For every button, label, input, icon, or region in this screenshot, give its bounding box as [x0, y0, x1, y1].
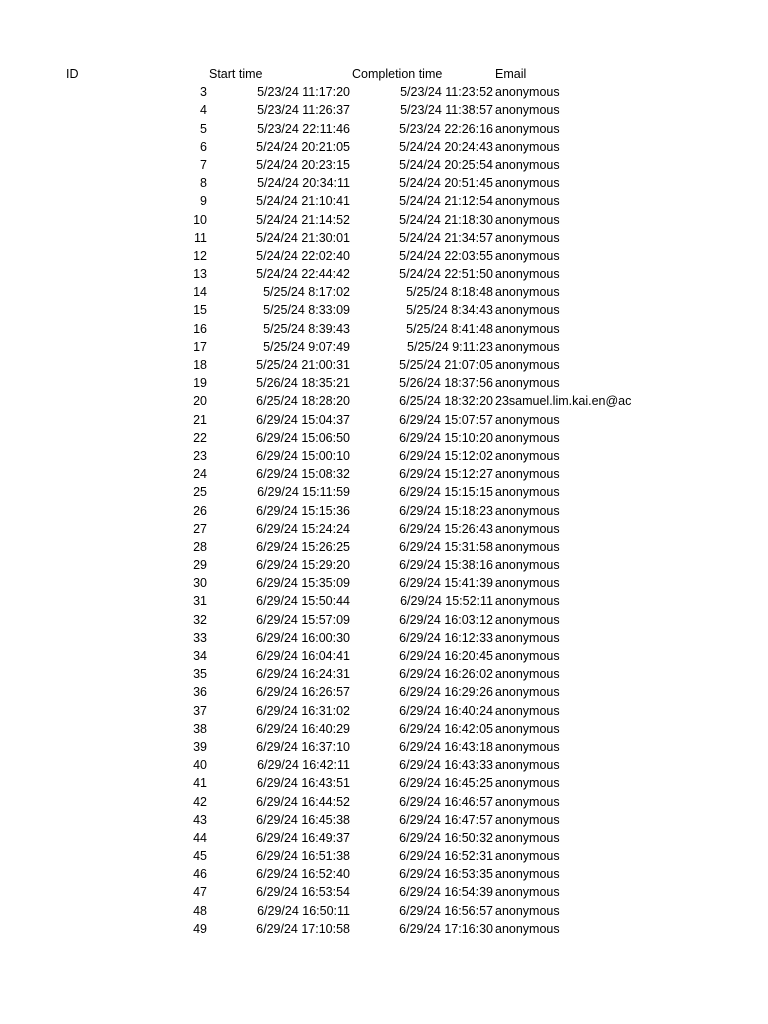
cell-start-time: 6/29/24 16:31:02 — [256, 703, 350, 718]
cell-id: 7 — [200, 157, 207, 172]
cell-completion-time: 6/29/24 16:56:57 — [399, 903, 493, 918]
cell-completion-time: 6/29/24 17:16:30 — [399, 921, 493, 936]
cell-email: anonymous — [495, 903, 560, 918]
cell-completion-time: 6/25/24 18:32:20 — [399, 394, 493, 409]
cell-completion-time: 6/29/24 16:42:05 — [399, 721, 493, 736]
table-row — [0, 665, 768, 683]
cell-start-time: 6/29/24 17:10:58 — [256, 921, 350, 936]
cell-email: anonymous — [495, 685, 560, 700]
table-row — [0, 392, 768, 410]
cell-id: 27 — [193, 521, 207, 536]
cell-email: anonymous — [495, 285, 560, 300]
cell-id: 3 — [200, 85, 207, 100]
cell-start-time: 6/29/24 16:50:11 — [257, 903, 350, 918]
cell-start-time: 5/24/24 21:10:41 — [256, 194, 350, 209]
cell-start-time: 6/29/24 16:49:37 — [256, 830, 350, 845]
table-row — [0, 829, 768, 847]
cell-id: 20 — [193, 394, 207, 409]
cell-id: 17 — [193, 339, 207, 354]
table-row — [0, 483, 768, 501]
cell-email: anonymous — [495, 758, 560, 773]
cell-id: 13 — [193, 267, 207, 282]
cell-id: 26 — [193, 503, 207, 518]
table-row — [0, 756, 768, 774]
cell-start-time: 5/24/24 22:02:40 — [256, 248, 350, 263]
table-row — [0, 229, 768, 247]
cell-email: anonymous — [495, 539, 560, 554]
cell-id: 9 — [200, 194, 207, 209]
cell-id: 16 — [193, 321, 207, 336]
cell-email: anonymous — [495, 376, 560, 391]
cell-completion-time: 5/24/24 20:51:45 — [399, 176, 493, 191]
cell-completion-time: 6/29/24 16:50:32 — [399, 830, 493, 845]
cell-start-time: 5/25/24 8:39:43 — [263, 321, 350, 336]
table-row — [0, 920, 768, 938]
cell-email: anonymous — [495, 121, 560, 136]
cell-id: 4 — [200, 103, 207, 118]
table-row — [0, 902, 768, 920]
table-body — [0, 83, 768, 938]
table-row — [0, 738, 768, 756]
cell-start-time: 6/29/24 15:57:09 — [256, 612, 350, 627]
table-row — [0, 174, 768, 192]
table-row — [0, 429, 768, 447]
cell-completion-time: 5/26/24 18:37:56 — [399, 376, 493, 391]
cell-email: anonymous — [495, 739, 560, 754]
cell-id: 44 — [193, 830, 207, 845]
cell-email: anonymous — [495, 885, 560, 900]
cell-email: anonymous — [495, 412, 560, 427]
table-row — [0, 247, 768, 265]
table-row — [0, 520, 768, 538]
cell-email: anonymous — [495, 267, 560, 282]
cell-completion-time: 5/24/24 22:51:50 — [399, 267, 493, 282]
cell-email: anonymous — [495, 558, 560, 573]
header-email: Email — [495, 67, 527, 81]
cell-completion-time: 5/24/24 21:18:30 — [399, 212, 493, 227]
table-row — [0, 647, 768, 665]
table-row — [0, 374, 768, 392]
cell-start-time: 6/29/24 16:43:51 — [256, 776, 350, 791]
cell-id: 12 — [193, 248, 207, 263]
cell-completion-time: 5/25/24 8:34:43 — [406, 303, 493, 318]
cell-email: anonymous — [495, 430, 560, 445]
cell-id: 15 — [193, 303, 207, 318]
cell-completion-time: 6/29/24 15:26:43 — [399, 521, 493, 536]
cell-start-time: 6/29/24 15:06:50 — [256, 430, 350, 445]
cell-email: anonymous — [495, 176, 560, 191]
header-completion-time: Completion time — [352, 67, 443, 81]
table-row — [0, 120, 768, 138]
table-row — [0, 265, 768, 283]
cell-id: 10 — [193, 212, 207, 227]
cell-start-time: 5/25/24 9:07:49 — [263, 339, 350, 354]
cell-email: anonymous — [495, 776, 560, 791]
cell-completion-time: 6/29/24 15:15:15 — [399, 485, 493, 500]
cell-start-time: 5/25/24 8:33:09 — [263, 303, 350, 318]
table-row — [0, 793, 768, 811]
cell-email: anonymous — [495, 630, 560, 645]
table-row — [0, 156, 768, 174]
cell-completion-time: 5/23/24 11:23:52 — [400, 85, 493, 100]
cell-email: anonymous — [495, 248, 560, 263]
cell-start-time: 6/29/24 15:04:37 — [256, 412, 350, 427]
cell-id: 47 — [193, 885, 207, 900]
cell-completion-time: 6/29/24 16:53:35 — [399, 867, 493, 882]
table-row — [0, 447, 768, 465]
cell-completion-time: 5/23/24 22:26:16 — [399, 121, 493, 136]
cell-id: 39 — [193, 739, 207, 754]
cell-id: 43 — [193, 812, 207, 827]
table-row — [0, 465, 768, 483]
cell-email: anonymous — [495, 721, 560, 736]
cell-email: anonymous — [495, 921, 560, 936]
table-row — [0, 320, 768, 338]
table-row — [0, 847, 768, 865]
cell-id: 14 — [193, 285, 207, 300]
table-row — [0, 138, 768, 156]
table-row — [0, 629, 768, 647]
cell-completion-time: 6/29/24 16:26:02 — [399, 667, 493, 682]
table-row — [0, 883, 768, 901]
cell-email: anonymous — [495, 157, 560, 172]
table-row — [0, 611, 768, 629]
cell-start-time: 6/29/24 15:00:10 — [256, 448, 350, 463]
cell-start-time: 5/25/24 8:17:02 — [263, 285, 350, 300]
cell-id: 41 — [193, 776, 207, 791]
cell-completion-time: 6/29/24 15:07:57 — [399, 412, 493, 427]
cell-start-time: 6/29/24 15:26:25 — [256, 539, 350, 554]
cell-id: 25 — [193, 485, 207, 500]
cell-start-time: 6/29/24 16:51:38 — [256, 849, 350, 864]
cell-email: anonymous — [495, 794, 560, 809]
table-row — [0, 592, 768, 610]
header-start-time: Start time — [209, 67, 263, 81]
cell-email: anonymous — [495, 812, 560, 827]
cell-email: anonymous — [495, 503, 560, 518]
cell-email: anonymous — [495, 485, 560, 500]
cell-completion-time: 5/25/24 9:11:23 — [407, 339, 493, 354]
cell-start-time: 5/24/24 21:30:01 — [256, 230, 350, 245]
cell-completion-time: 6/29/24 16:52:31 — [399, 849, 493, 864]
cell-start-time: 6/25/24 18:28:20 — [256, 394, 350, 409]
cell-id: 49 — [193, 921, 207, 936]
cell-completion-time: 6/29/24 15:52:11 — [400, 594, 493, 609]
table-row — [0, 192, 768, 210]
table-row — [0, 338, 768, 356]
cell-completion-time: 6/29/24 15:18:23 — [399, 503, 493, 518]
cell-completion-time: 6/29/24 16:54:39 — [399, 885, 493, 900]
cell-start-time: 5/24/24 20:21:05 — [256, 139, 350, 154]
cell-email: anonymous — [495, 358, 560, 372]
table-row — [0, 301, 768, 319]
cell-email: anonymous — [495, 194, 560, 209]
cell-email: anonymous — [495, 612, 560, 627]
cell-id: 18 — [193, 358, 207, 372]
cell-id: 31 — [193, 594, 207, 609]
cell-id: 45 — [193, 849, 207, 864]
cell-id: 35 — [193, 667, 207, 682]
cell-completion-time: 6/29/24 16:46:57 — [399, 794, 493, 809]
cell-start-time: 5/24/24 21:14:52 — [256, 212, 350, 227]
cell-email: anonymous — [495, 649, 560, 663]
cell-email: anonymous — [495, 103, 560, 118]
cell-start-time: 6/29/24 16:52:40 — [256, 867, 350, 882]
cell-completion-time: 6/29/24 16:03:12 — [399, 612, 493, 627]
cell-start-time: 6/29/24 15:35:09 — [256, 576, 350, 591]
cell-id: 33 — [193, 630, 207, 645]
cell-start-time: 5/23/24 22:11:46 — [257, 121, 350, 136]
cell-start-time: 6/29/24 15:24:24 — [256, 521, 350, 536]
cell-completion-time: 6/29/24 15:10:20 — [399, 430, 493, 445]
table-row — [0, 811, 768, 829]
cell-start-time: 6/29/24 16:53:54 — [256, 885, 350, 900]
cell-id: 37 — [193, 703, 207, 718]
cell-completion-time: 6/29/24 16:12:33 — [399, 630, 493, 645]
cell-completion-time: 5/25/24 21:07:05 — [399, 358, 493, 372]
cell-id: 19 — [193, 376, 207, 391]
cell-completion-time: 5/24/24 21:34:57 — [399, 230, 493, 245]
cell-start-time: 5/23/24 11:17:20 — [257, 85, 350, 100]
cell-start-time: 5/25/24 21:00:31 — [256, 358, 350, 372]
cell-completion-time: 5/25/24 8:41:48 — [406, 321, 493, 336]
table-row — [0, 356, 768, 374]
table-row — [0, 411, 768, 429]
cell-start-time: 5/24/24 22:44:42 — [256, 267, 350, 282]
cell-completion-time: 6/29/24 16:45:25 — [399, 776, 493, 791]
header-id: ID — [66, 67, 79, 81]
cell-id: 28 — [193, 539, 207, 554]
cell-email: anonymous — [495, 448, 560, 463]
cell-start-time: 6/29/24 16:26:57 — [256, 685, 350, 700]
cell-id: 5 — [200, 121, 207, 136]
cell-id: 36 — [193, 685, 207, 700]
table-row — [0, 865, 768, 883]
cell-email: anonymous — [495, 594, 560, 609]
cell-start-time: 5/26/24 18:35:21 — [256, 376, 350, 391]
cell-start-time: 6/29/24 15:11:59 — [257, 485, 350, 500]
cell-email: 23samuel.lim.kai.en@ac — [495, 394, 632, 409]
cell-id: 32 — [193, 612, 207, 627]
cell-email: anonymous — [495, 849, 560, 864]
table-row — [0, 556, 768, 574]
cell-email: anonymous — [495, 521, 560, 536]
cell-email: anonymous — [495, 703, 560, 718]
cell-id: 23 — [193, 448, 207, 463]
cell-start-time: 6/29/24 16:40:29 — [256, 721, 350, 736]
cell-email: anonymous — [495, 230, 560, 245]
cell-id: 38 — [193, 721, 207, 736]
cell-id: 48 — [193, 903, 207, 918]
cell-id: 30 — [193, 576, 207, 591]
table-row — [0, 720, 768, 738]
cell-email: anonymous — [495, 212, 560, 227]
cell-id: 21 — [193, 412, 207, 427]
cell-id: 42 — [193, 794, 207, 809]
table-row — [0, 538, 768, 556]
cell-completion-time: 6/29/24 16:43:33 — [399, 758, 493, 773]
cell-email: anonymous — [495, 139, 560, 154]
table-row — [0, 774, 768, 792]
cell-completion-time: 5/23/24 11:38:57 — [400, 103, 493, 118]
cell-completion-time: 6/29/24 15:31:58 — [399, 539, 493, 554]
table-row — [0, 211, 768, 229]
response-table — [0, 65, 768, 938]
cell-start-time: 5/24/24 20:23:15 — [256, 157, 350, 172]
cell-id: 24 — [193, 467, 207, 482]
cell-completion-time: 6/29/24 15:38:16 — [399, 558, 493, 573]
header-row — [0, 65, 768, 83]
cell-email: anonymous — [495, 667, 560, 682]
table-row — [0, 83, 768, 101]
cell-completion-time: 6/29/24 16:29:26 — [399, 685, 493, 700]
cell-completion-time: 5/24/24 20:25:54 — [399, 157, 493, 172]
cell-start-time: 6/29/24 16:00:30 — [256, 630, 350, 645]
cell-start-time: 6/29/24 16:04:41 — [256, 649, 350, 663]
cell-id: 6 — [200, 139, 207, 154]
cell-completion-time: 6/29/24 15:12:02 — [399, 448, 493, 463]
cell-email: anonymous — [495, 467, 560, 482]
table-row — [0, 283, 768, 301]
cell-completion-time: 5/24/24 22:03:55 — [399, 248, 493, 263]
cell-id: 8 — [200, 176, 207, 191]
cell-id: 22 — [193, 430, 207, 445]
cell-completion-time: 6/29/24 15:12:27 — [399, 467, 493, 482]
cell-email: anonymous — [495, 321, 560, 336]
cell-start-time: 6/29/24 15:29:20 — [256, 558, 350, 573]
cell-completion-time: 5/24/24 21:12:54 — [399, 194, 493, 209]
cell-start-time: 6/29/24 16:37:10 — [256, 739, 350, 754]
cell-start-time: 5/23/24 11:26:37 — [257, 103, 350, 118]
table-row — [0, 702, 768, 720]
cell-completion-time: 6/29/24 16:20:45 — [399, 649, 493, 663]
cell-id: 29 — [193, 558, 207, 573]
table-row — [0, 574, 768, 592]
cell-email: anonymous — [495, 576, 560, 591]
cell-email: anonymous — [495, 85, 560, 100]
cell-start-time: 5/24/24 20:34:11 — [257, 176, 350, 191]
cell-completion-time: 6/29/24 16:47:57 — [399, 812, 493, 827]
cell-completion-time: 6/29/24 16:43:18 — [399, 739, 493, 754]
cell-id: 46 — [193, 867, 207, 882]
cell-start-time: 6/29/24 15:08:32 — [256, 467, 350, 482]
cell-start-time: 6/29/24 16:42:11 — [257, 758, 350, 773]
cell-id: 34 — [193, 649, 207, 663]
cell-completion-time: 5/24/24 20:24:43 — [399, 139, 493, 154]
cell-email: anonymous — [495, 867, 560, 882]
cell-email: anonymous — [495, 303, 560, 318]
cell-id: 40 — [193, 758, 207, 773]
cell-email: anonymous — [495, 339, 560, 354]
cell-start-time: 6/29/24 15:15:36 — [256, 503, 350, 518]
cell-start-time: 6/29/24 15:50:44 — [256, 594, 350, 609]
table-row — [0, 683, 768, 701]
cell-id: 11 — [194, 230, 207, 245]
table-row — [0, 101, 768, 119]
cell-completion-time: 6/29/24 16:40:24 — [399, 703, 493, 718]
cell-completion-time: 5/25/24 8:18:48 — [406, 285, 493, 300]
cell-email: anonymous — [495, 830, 560, 845]
table-row — [0, 502, 768, 520]
cell-completion-time: 6/29/24 15:41:39 — [399, 576, 493, 591]
cell-start-time: 6/29/24 16:45:38 — [256, 812, 350, 827]
cell-start-time: 6/29/24 16:44:52 — [256, 794, 350, 809]
cell-start-time: 6/29/24 16:24:31 — [256, 667, 350, 682]
